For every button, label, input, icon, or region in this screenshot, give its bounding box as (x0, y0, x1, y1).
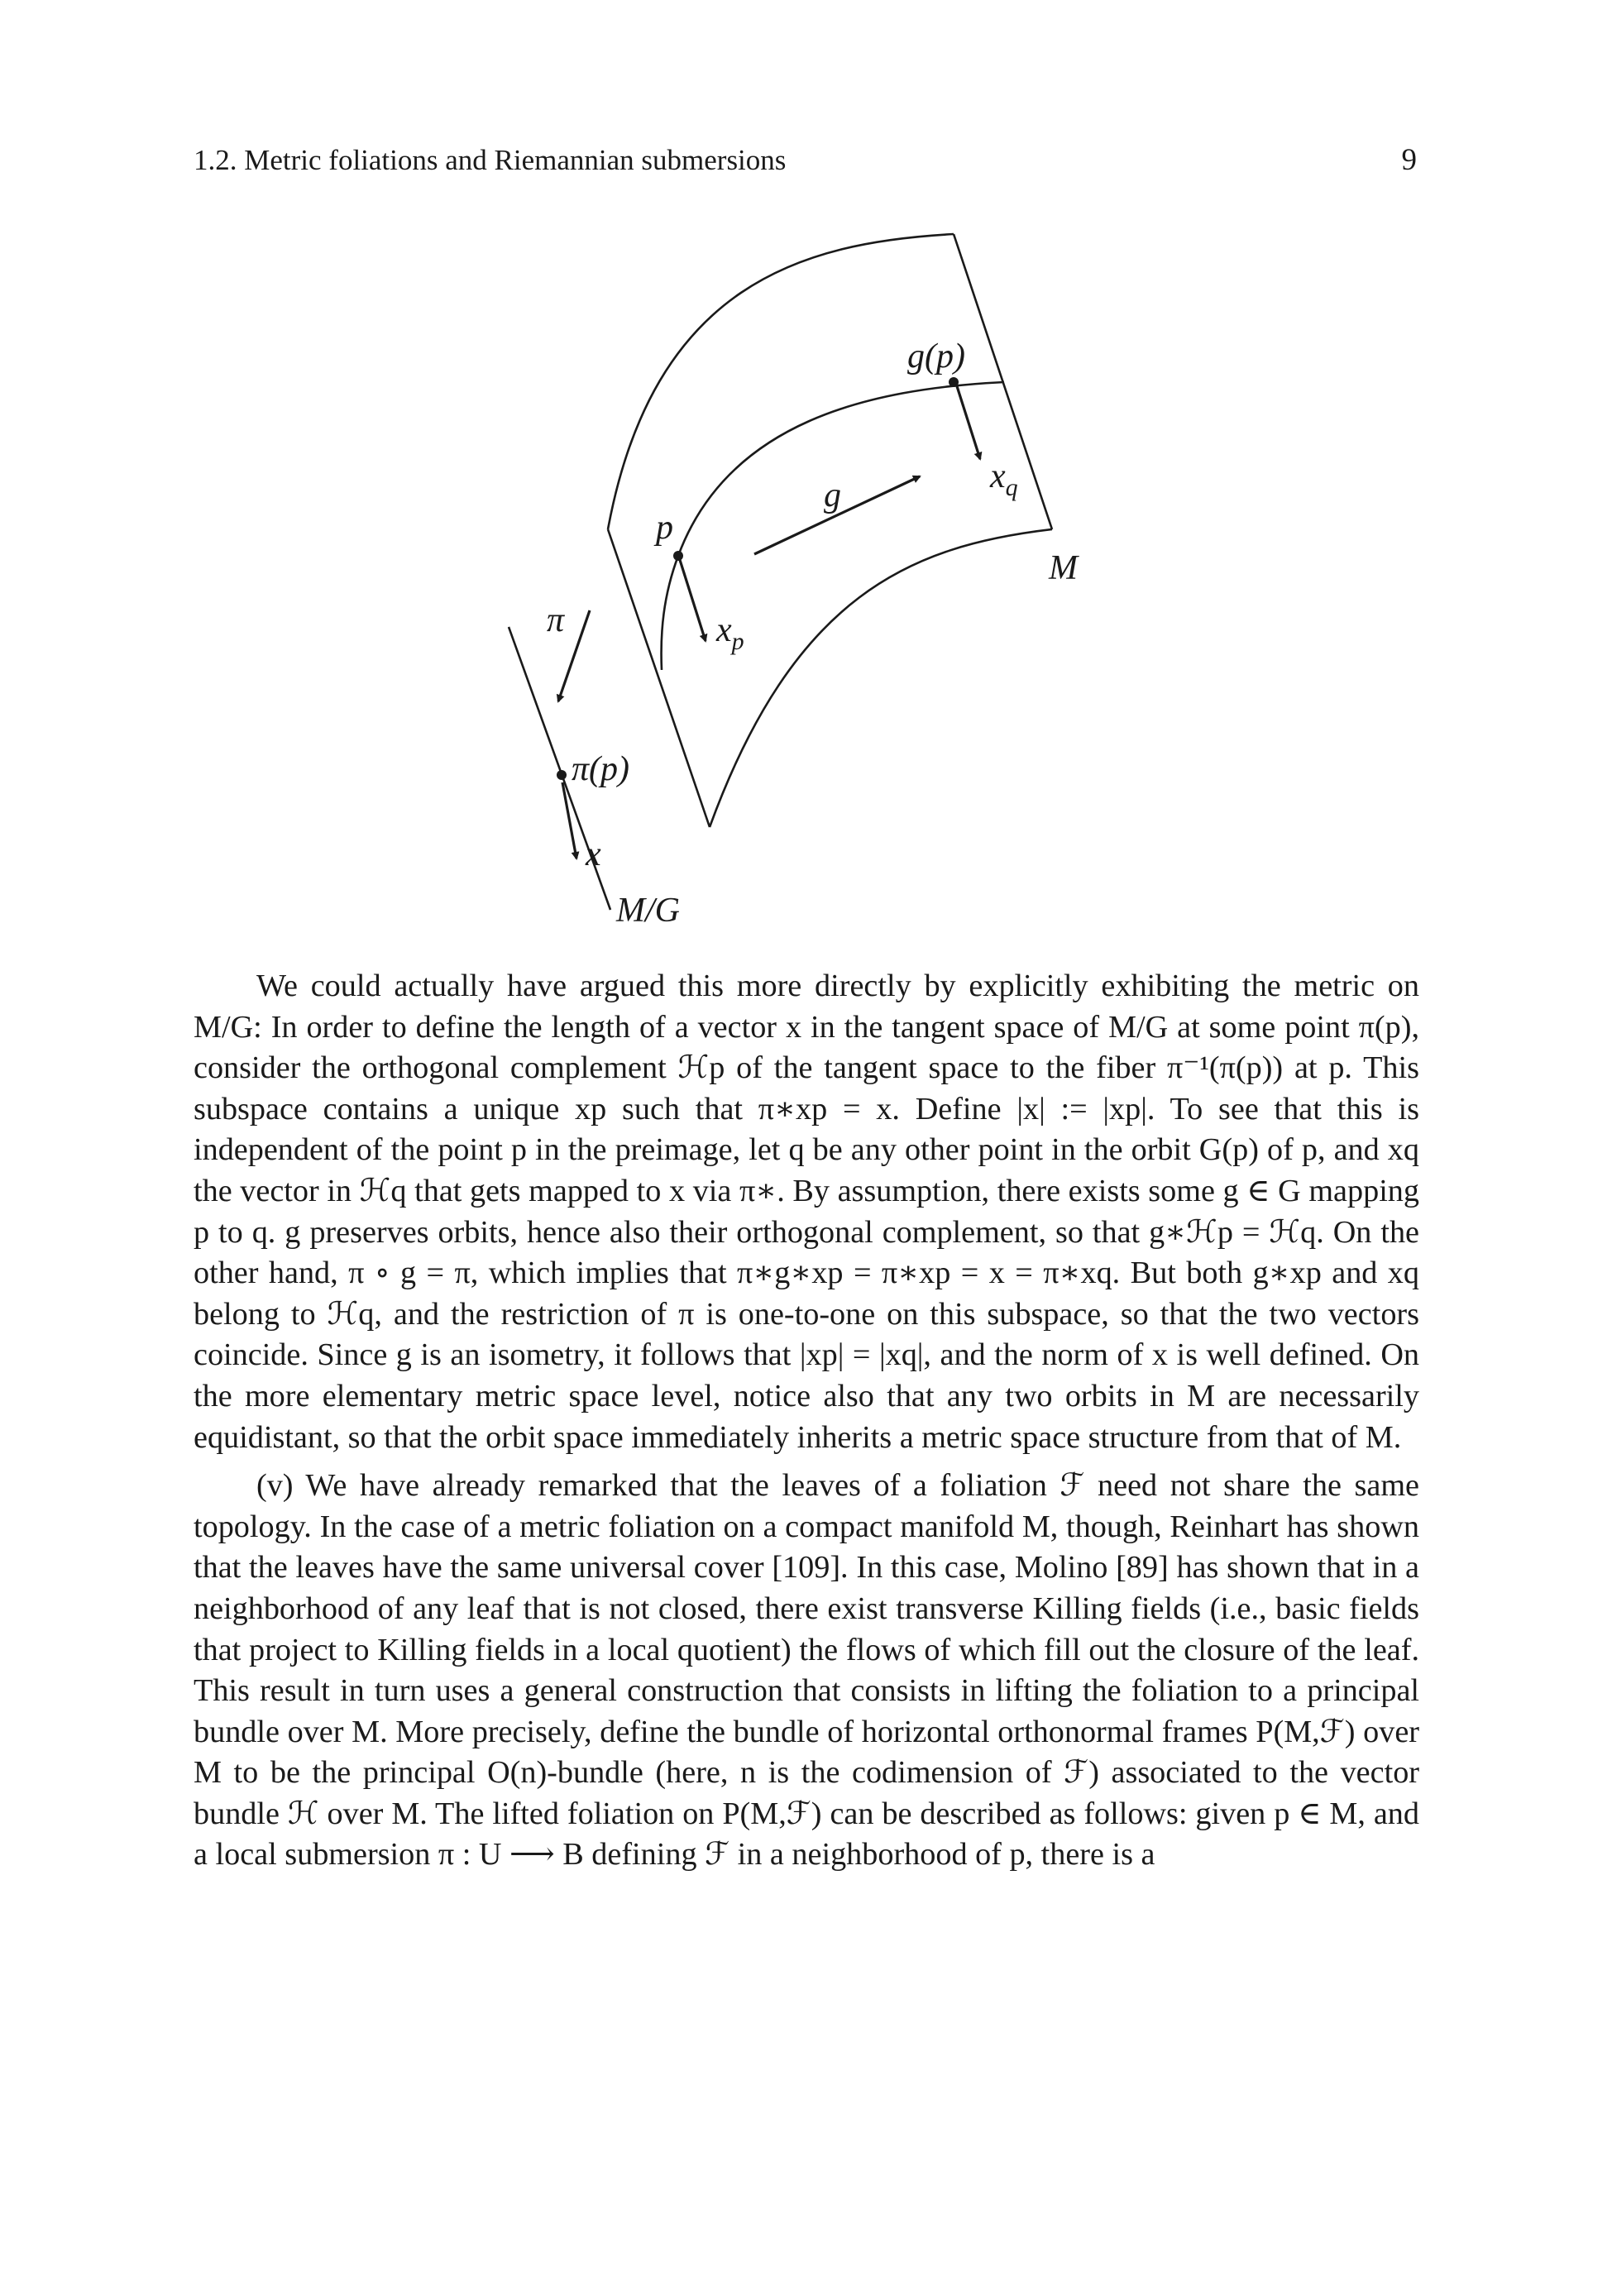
section-title: 1.2. Metric foliations and Riemannian submersions (194, 144, 787, 176)
label-x: x (586, 835, 601, 873)
paragraph: (v) We have already remarked that the leaves of a foliation ℱ need not share the same topology. In the case of a metric foliation on a compact manifold M, though, Reinhart has shown that the leaves have the same universal cover [109]. In this case, Molino [89] has shown that in a neighborhood of any leaf that is not closed, there exist transverse Killing fields (i.e., basic fields that project to Killing fields in a local quotient) the flows of which fill out the closure of the leaf. This result in turn uses a general construction that consists in lifting the foliation to a principal bundle over M. More precisely, define the bundle of horizontal orthonormal frames P(M,ℱ) over M to be the principal O(n)-bundle (here, n is the codimension of ℱ) associated to the vector bundle ℋ over M. The lifted foliation on P(M,ℱ) can be described as follows: given p ∈ M, and a local submersion π : U ⟶ B defining ℱ in a neighborhood of p, there is a (194, 1468, 1419, 1873)
label-M: M (1049, 549, 1078, 587)
label-g-of-p: g(p) (907, 337, 965, 375)
label-x-q: $x_q$ (990, 457, 1018, 501)
label-M-over-G: M/G (616, 892, 680, 930)
label-g: g (824, 476, 841, 514)
arrow-xq (957, 386, 980, 459)
point-g-of-p (949, 377, 959, 387)
label-p: p (656, 509, 673, 547)
body-text (194, 966, 1419, 1876)
label-pi: π (547, 601, 565, 639)
point-pi-of-p (557, 770, 567, 780)
paragraph: We could actually have argued this more directly by explicitly exhibiting the metric on M/G: In order to define the length of a vector x in the tangent space of M/G at some point π(p), consider the orthogonal complement ℋp of the tangent space to the fiber π⁻¹(π(p)) at p. This subspace contains a unique xp such that π∗xp = x. Define |x| := |xp|. To see that this is independent of the point p in the preimage, let q be any other point in the orbit G(p) of p, and xq the vector in ℋq that gets mapped to x via π∗. By assumption, there exists some g ∈ G mapping p to q. g preserves orbits, hence also their orthogonal complement, so that g∗ℋp = ℋq. On the other hand, π ∘ g = π, which implies that π∗g∗xp = π∗xp = x = π∗xq. But both g∗xp and xq belong to ℋq, and the restriction of π is one-to-one on this subspace, so that the two vectors coincide. Since g is an isometry, it follows that |xp| = |xq|, and the norm of x is well defined. On the more elementary metric space level, notice also that any two orbits in M are necessarily equidistant, so that the orbit space immediately inherits a metric space structure from that of M. (194, 969, 1419, 1455)
fiber-through-p (662, 556, 678, 670)
orbit-curve (678, 382, 1004, 556)
arrow-xp (680, 560, 706, 641)
label-pi-of-p: π(p) (572, 750, 630, 788)
page-number: 9 (1401, 143, 1417, 177)
label-x-p: $x_p$ (716, 611, 744, 655)
manifold-bottom-edge (710, 529, 1052, 827)
orbit-space-figure (0, 0, 1612, 951)
point-p (673, 551, 683, 561)
